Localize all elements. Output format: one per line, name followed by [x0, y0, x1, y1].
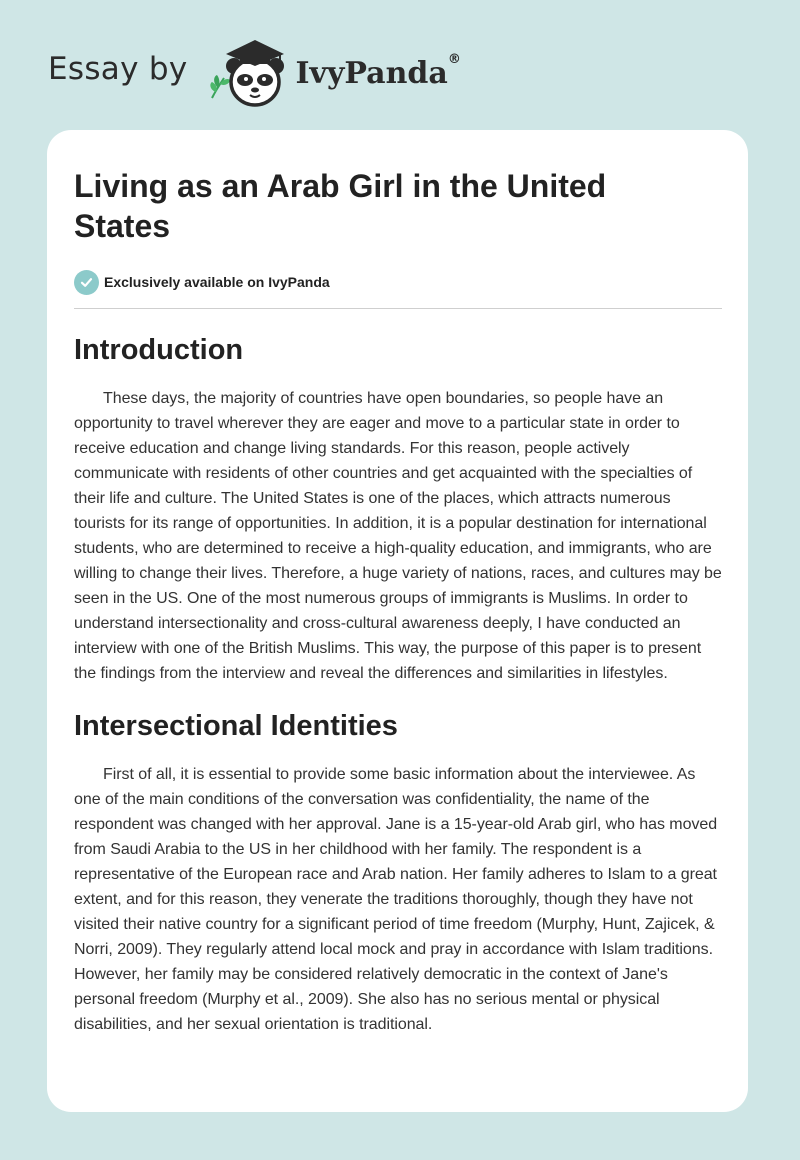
- section-paragraph-intersectional-identities: First of all, it is essential to provide some basic information about the interviewee. As one of the main conditions of the conversation was confidentiality, the name of the respondent was changed with her approval. Jane is a 15-year-old Arab girl, who has moved from Saudi Arabia to the US in her childhood with her family. The respondent is a representative of the European race and Arab nation. Her family adheres to Islam to a great extent, and for this reason, they venerate the traditions thoroughly, though they have not visited their native country for a significant period of time freedom (Murphy, Hunt, Zajicek, & Norri, 2009). They regularly attend local mock and pray in accordance with Islam traditions. However, her family may be considered relatively democratic in the context of Jane's personal freedom (Murphy et al., 2009). She also has no serious mental or physical disabilities, and her sexual orientation is traditional.: [74, 766, 718, 1033]
- essay-card: [47, 130, 748, 1112]
- section-heading-introduction: Introduction: [74, 334, 244, 366]
- brand-name[interactable]: [295, 51, 461, 91]
- exclusive-notice: [74, 269, 721, 295]
- section-paragraph-introduction: These days, the majority of countries have open boundaries, so people have an opportunity to travel wherever they are eager and move to a particular state in order to receive education and change living standards. For this reason, people actively communicate with residents of other countries and get acquainted with the specialties of their life and culture. The United States is one of the places, which attracts numerous tourists for its range of opportunities. In addition, it is a popular destination for international students, who are determined to receive a high-quality education, and immigrants, who are willing to change their lives. Therefore, a huge variety of nations, races, and cultures may be seen in the US. One of the most numerous groups of immigrants is Muslims. In order to understand intersectionality and cross-cultural awareness deeply, I have conducted an interview with one of the British Muslims. This way, the purpose of this paper is to present the findings from the interview and reveal the differences and similarities in lifestyles.: [74, 390, 722, 682]
- registered-mark: ®: [447, 51, 461, 67]
- page-title: Living as an Arab Girl in the United States: [74, 168, 607, 244]
- divider: [74, 308, 722, 309]
- exclusive-label: Exclusively available on IvyPanda: [104, 274, 330, 290]
- section-heading-intersectional-identities: Intersectional Identities: [74, 710, 398, 742]
- panda-graduation-cap-icon[interactable]: [206, 32, 294, 112]
- brand-prefix: Essay by: [48, 51, 188, 87]
- checkmark-icon: [74, 270, 99, 295]
- site-header: [48, 32, 461, 112]
- brand-name-text: IvyPanda: [295, 55, 448, 91]
